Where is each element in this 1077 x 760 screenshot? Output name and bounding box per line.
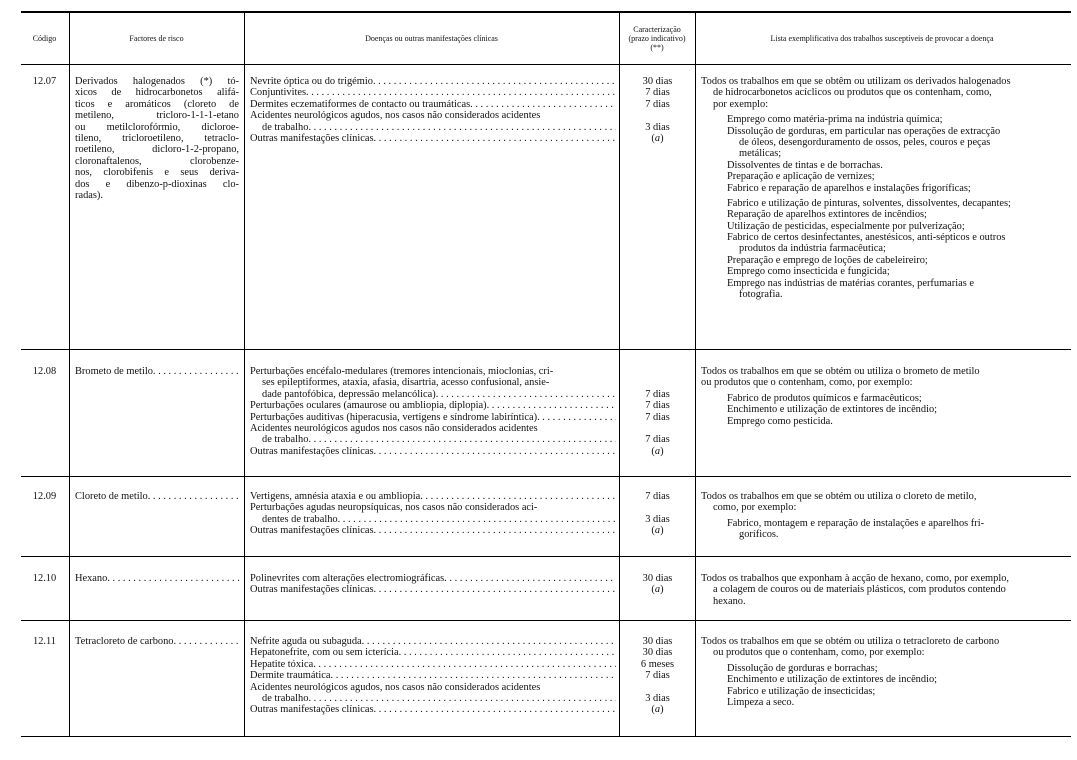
works-line: Fabrico de produtos químicos e farmacêuticos; (727, 392, 922, 404)
disease-text: de trabalho (262, 692, 309, 704)
disease-line (250, 366, 616, 377)
disease-text: Dermites eczematiformes de contacto ou traumáticas (250, 98, 471, 110)
characterization-value: (a) (651, 525, 664, 537)
works-line: a colagem de couros ou de materiais plásticos, com produtos contendo (713, 584, 1006, 596)
disease-line (250, 491, 616, 502)
works-line: como, por exemplo: (713, 502, 797, 514)
row-rule (21, 620, 1071, 621)
row-rule (21, 349, 1071, 350)
characterization-value: 7 dias (645, 491, 670, 502)
risk-factor-line (75, 573, 239, 584)
characterization-value: 7 dias (645, 388, 670, 400)
disease-line (250, 636, 616, 647)
row-works-list (701, 76, 1066, 300)
characterization-value: (a) (651, 445, 664, 457)
row-diseases (250, 491, 616, 537)
disease-text: Perturbações auditivas (hiperacusia, vertigens e síndrome labiríntica) (250, 411, 538, 423)
dot-leader (420, 491, 616, 502)
characterization-value (620, 423, 695, 434)
disease-line (250, 704, 616, 715)
risk-factor-line: Derivados halogenados (*) tó- (75, 76, 239, 87)
row-risk-factor (75, 366, 239, 377)
works-line: Todos os trabalhos em que se obtêm ou utilizam os derivados halogenados (701, 76, 1011, 87)
disease-text: Dermite traumática (250, 670, 331, 682)
column-divider (695, 11, 696, 737)
row-characterization (620, 573, 695, 596)
dot-leader (308, 122, 616, 133)
works-line: ou produtos que o contenham, como, por exemplo: (713, 647, 925, 659)
disease-text: Outras manifestações clínicas (250, 445, 374, 457)
disease-line (250, 514, 616, 525)
characterization-value: 30 dias (642, 573, 673, 584)
works-line: goríficos. (739, 529, 779, 541)
risk-factor-text: Tetracloreto de carbono (75, 636, 174, 647)
disease-text: Hepatonefrite, com ou sem icterícia (250, 647, 399, 659)
dot-leader (308, 693, 616, 704)
disease-text: Conjuntivites (250, 87, 306, 99)
row-works-list (701, 573, 1066, 607)
characterization-value: 7 dias (645, 434, 670, 446)
header-risk: Factores de risco (129, 34, 184, 43)
table-bottom-rule (21, 736, 1071, 737)
characterization-value: (a) (651, 704, 664, 716)
characterization-value (620, 366, 695, 377)
disease-text: Hepatite tóxica (250, 658, 314, 670)
disease-line (250, 670, 616, 681)
header-code: Código (32, 34, 57, 43)
disease-text: dade pantofóbica, depressão melancólica) (262, 388, 436, 400)
row-rule (21, 556, 1071, 557)
header-works: Lista exemplificativa dos trabalhos susceptíveis de provocar a doença (770, 34, 994, 43)
disease-text: Perturbações oculares (amaurose ou ambliopia, diplopia) (250, 400, 487, 412)
risk-factor-line: roetileno, dicloro-1-2-propano, (75, 144, 239, 156)
disease-text: Outras manifestações clínicas (250, 525, 374, 537)
dot-leader (331, 670, 617, 681)
risk-factor-line: ou metilclorofórmio, dicloroe- (75, 121, 239, 133)
disease-line (250, 87, 616, 98)
disease-line (250, 110, 616, 121)
disease-line (250, 446, 616, 457)
risk-factor-line: nos, clorobifenis e seus deriva- (75, 167, 239, 179)
works-line: Fabrico de certos desinfectantes, anestésicos, anti-sépticos e outros (727, 232, 1006, 244)
header-rule (21, 64, 1071, 65)
row-diseases (250, 636, 616, 716)
disease-line (250, 573, 616, 584)
works-line: produtos da indústria farmacêutica; (739, 243, 886, 255)
disease-text: Acidentes neurológicos agudos, nos casos não considerados acidentes (250, 681, 541, 693)
risk-factor-line: xicos de hidrocarbonetos alifá- (75, 87, 239, 99)
works-line: Emprego como pesticida. (727, 415, 833, 427)
works-line: Fabrico e reparação de aparelhos e instalações frigoríficas; (727, 182, 971, 194)
risk-factor-text: Cloreto de metilo (75, 491, 148, 502)
dot-leader (537, 412, 616, 423)
works-line: Preparação e emprego de loções de cabeleireiro; (727, 254, 928, 266)
works-line: metálicas; (739, 148, 782, 160)
row-works-list (701, 491, 1066, 541)
works-line: Emprego nas indústrias de matérias corantes, perfumarias e (727, 277, 974, 289)
row-diseases (250, 366, 616, 457)
disease-text: Acidentes neurológicos agudos nos casos não considerados acidentes (250, 422, 538, 434)
works-line: Dissolução de gorduras e borrachas; (727, 662, 878, 674)
dot-leader (313, 659, 616, 670)
dot-leader (374, 704, 617, 715)
disease-text: de trabalho (262, 121, 309, 133)
disease-text: Acidentes neurológicos agudos, nos casos não considerados acidentes (250, 110, 541, 122)
disease-text: Nefrite aguda ou subaguda (250, 636, 362, 647)
risk-factor-line: radas). (75, 189, 103, 201)
dot-leader (362, 636, 616, 647)
disease-text: Outras manifestações clínicas (250, 704, 374, 716)
works-line: Limpeza a seco. (727, 696, 795, 708)
row-rule (21, 476, 1071, 477)
dot-leader (373, 76, 616, 87)
characterization-value (620, 682, 695, 693)
disease-line (250, 400, 616, 411)
works-line: Emprego como matéria-prima na indústria química; (727, 114, 943, 126)
risk-factor-line: metileno, tricloro-1-1-1-etano (75, 110, 239, 122)
dot-leader (174, 636, 239, 647)
disease-text: de trabalho (262, 434, 309, 446)
dot-leader (436, 389, 616, 400)
dot-leader (308, 434, 616, 445)
disease-text: Nevrite óptica ou do trigémio (250, 76, 373, 87)
row-works-list (701, 636, 1066, 708)
works-line: Fabrico e utilização de insecticidas; (727, 685, 876, 697)
header-diseases: Doenças ou outras manifestações clínicas (365, 34, 498, 43)
works-line: Emprego como insecticida e fungicida; (727, 266, 890, 278)
characterization-value: 7 dias (645, 400, 670, 412)
disease-line (250, 389, 616, 400)
table-top-rule (21, 11, 1071, 13)
dot-leader (107, 573, 239, 584)
dot-leader (444, 573, 616, 584)
risk-factor-line (75, 636, 239, 647)
disease-text: Perturbações encéfalo-medulares (tremores intencionais, mioclonias, cri- (250, 366, 554, 377)
characterization-value: 7 dias (645, 411, 670, 423)
works-line: Utilização de pesticidas, especialmente por pulverização; (727, 220, 965, 232)
characterization-value: 3 dias (645, 513, 670, 525)
works-line: hexano. (713, 595, 746, 607)
row-characterization (620, 491, 695, 537)
disease-line (250, 423, 616, 434)
disease-line (250, 502, 616, 513)
characterization-value (620, 377, 695, 388)
works-line: Todos os trabalhos em que se obtém ou utiliza o tetracloreto de carbono (701, 636, 1000, 647)
row-characterization (620, 76, 695, 144)
works-line: Dissolução de gorduras, em particular nas operações de extracção (727, 125, 1001, 137)
disease-line (250, 434, 616, 445)
disease-line (250, 647, 616, 658)
characterization-value: 7 dias (645, 87, 670, 99)
row-code: 12.07 (32, 76, 57, 87)
risk-factor-line (75, 366, 239, 377)
disease-text: dentes de trabalho (262, 513, 338, 525)
works-line: Enchimento e utilização de extintores de incêndio; (727, 674, 938, 686)
characterization-value: 30 dias (642, 636, 673, 647)
disease-line (250, 693, 616, 704)
characterization-value: 3 dias (645, 692, 670, 704)
risk-factor-line: ticos e aromáticos (cloreto de (75, 98, 239, 110)
header-characterization: Caracterização (prazo indicativo) (**) (628, 25, 686, 52)
row-diseases (250, 76, 616, 144)
row-code: 12.11 (33, 636, 56, 647)
works-line: por exemplo: (713, 98, 769, 110)
dot-leader (470, 99, 616, 110)
disease-line (250, 659, 616, 670)
row-code: 12.10 (32, 573, 57, 584)
dot-leader (374, 584, 617, 595)
dot-leader (399, 647, 616, 658)
disease-text: ses epileptiformes, ataxia, afasia, disartria, acesso confusional, ansie- (262, 377, 550, 389)
disease-line (250, 682, 616, 693)
characterization-value: 7 dias (645, 670, 670, 682)
dot-leader (306, 87, 616, 98)
row-characterization (620, 366, 695, 457)
works-line: Fabrico, montagem e reparação de instalações e aparelhos fri- (727, 517, 985, 529)
disease-line (250, 525, 616, 536)
disease-line (250, 122, 616, 133)
risk-factor-text: Brometo de metilo (75, 366, 153, 377)
works-line: ou produtos que o contenham, como, por exemplo: (701, 377, 913, 389)
risk-factor-line (75, 491, 239, 502)
row-risk-factor (75, 573, 239, 584)
characterization-value: 30 dias (642, 647, 673, 659)
characterization-value: 7 dias (645, 98, 670, 110)
row-diseases (250, 573, 616, 596)
disease-text: Perturbações agudas neuropsíquicas, nos casos não considerados aci- (250, 502, 538, 514)
column-divider (244, 11, 245, 737)
dot-leader (374, 446, 617, 457)
works-line: Enchimento e utilização de extintores de incêndio; (727, 404, 938, 416)
disease-text: Outras manifestações clínicas (250, 132, 374, 144)
risk-factor-text: Hexano (75, 573, 108, 584)
disease-text: Vertigens, amnésia ataxia e ou ambliopia (250, 491, 421, 502)
characterization-value: 3 dias (645, 121, 670, 133)
dot-leader (374, 133, 617, 144)
disease-text: Outras manifestações clínicas (250, 584, 374, 596)
disease-line (250, 377, 616, 388)
disease-line (250, 412, 616, 423)
works-line: Dissolventes de tintas e de borrachas. (727, 159, 883, 171)
works-line: Fabrico e utilização de pinturas, solventes, dissolventes, decapantes; (727, 197, 1011, 209)
works-line: Todos os trabalhos que exponham à acção de hexano, como, por exemplo, (701, 573, 1010, 584)
works-line: Todos os trabalhos em que se obtém ou utiliza o brometo de metilo (701, 366, 980, 377)
row-risk-factor (75, 636, 239, 647)
dot-leader (374, 525, 617, 536)
characterization-value: (a) (651, 584, 664, 596)
works-line: Preparação e aplicação de vernizes; (727, 171, 875, 183)
risk-factor-line: tileno, tricloroetileno, tetraclo- (75, 132, 239, 144)
risk-factor-line: cloronaftalenos, clorobenze- (75, 155, 239, 167)
row-risk-factor (75, 76, 239, 201)
works-line: Reparação de aparelhos extintores de incêndios; (727, 209, 927, 221)
works-line: fotografia. (739, 289, 783, 301)
disease-line (250, 584, 616, 595)
risk-factor-line: dos e dibenzo-p-dioxinas clo- (75, 178, 239, 190)
works-line: Todos os trabalhos em que se obtém ou utiliza o cloreto de metilo, (701, 491, 977, 502)
row-characterization (620, 636, 695, 716)
dot-leader (487, 400, 616, 411)
dot-leader (153, 366, 239, 377)
characterization-value: 30 dias (642, 76, 673, 87)
row-risk-factor (75, 491, 239, 502)
disease-line (250, 99, 616, 110)
row-code: 12.08 (32, 366, 57, 377)
works-line: de hidrocarbonetos acíclicos ou produtos que os contenham, como, (713, 87, 992, 99)
row-code: 12.09 (32, 491, 57, 502)
characterization-value: (a) (651, 132, 664, 144)
column-divider (69, 11, 70, 737)
disease-line (250, 76, 616, 87)
dot-leader (148, 491, 239, 502)
characterization-value (620, 502, 695, 513)
disease-line (250, 133, 616, 144)
row-works-list (701, 366, 1066, 427)
characterization-value: 6 meses (640, 658, 675, 670)
disease-text: Polinevrites com alterações electromiográficas (250, 573, 445, 584)
dot-leader (338, 514, 616, 525)
works-line: de óleos, desengorduramento de ossos, peles, couros e peças (739, 136, 991, 148)
characterization-value (620, 110, 695, 121)
